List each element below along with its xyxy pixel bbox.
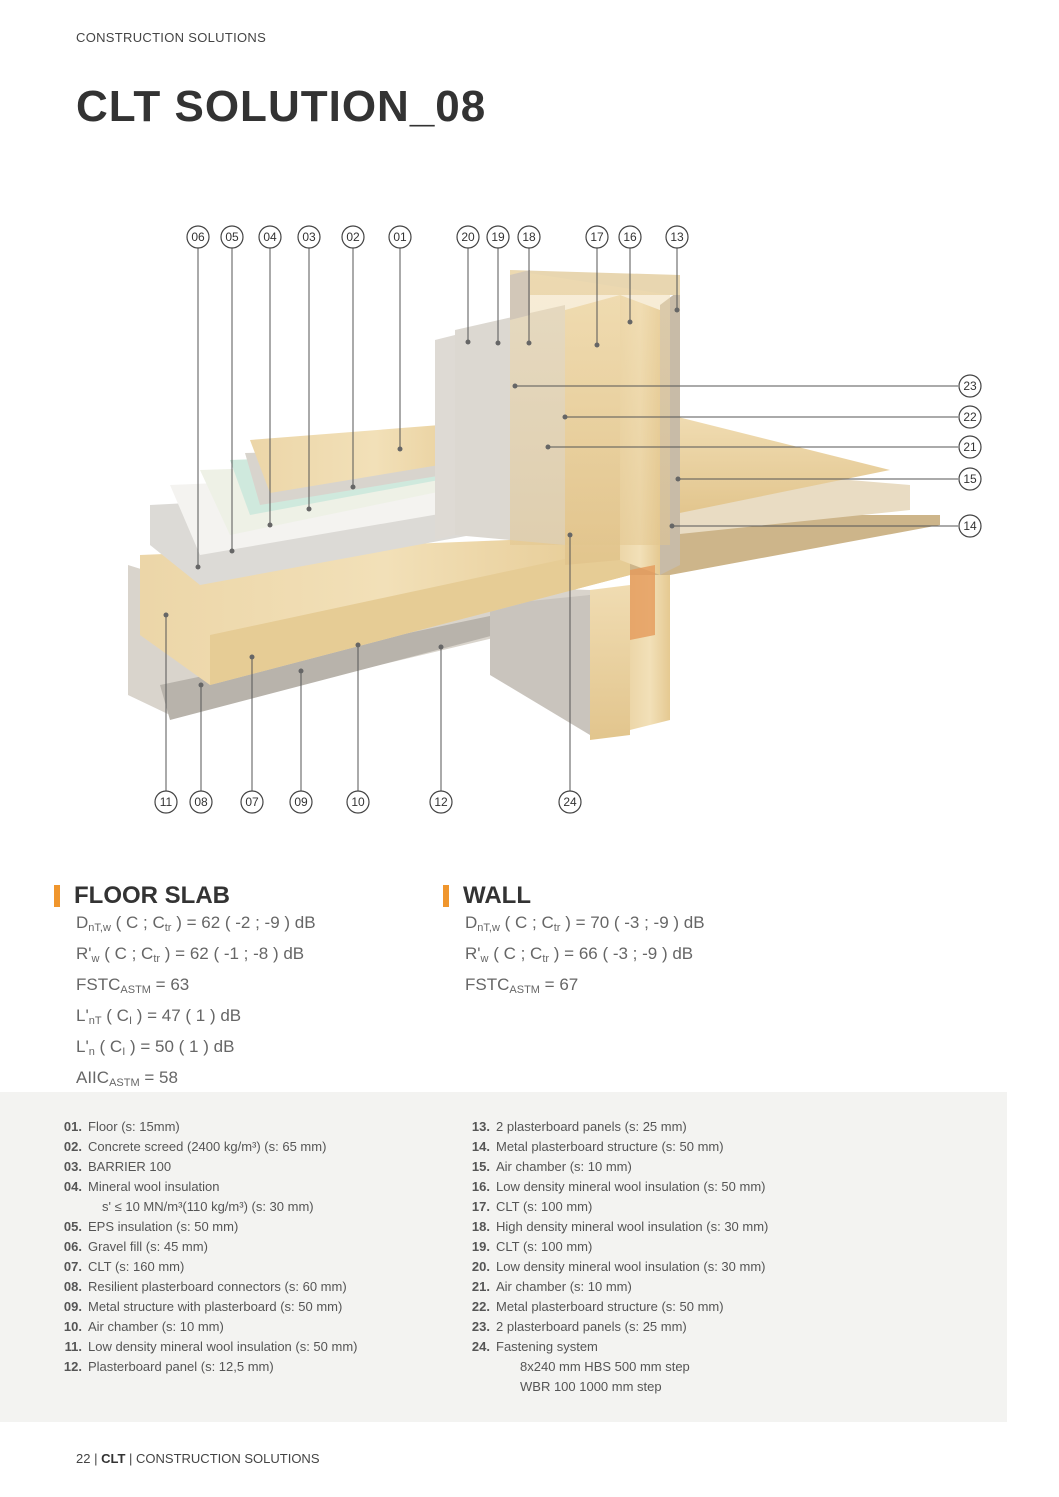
callout-17: 17 (590, 230, 604, 244)
wall-row (465, 910, 823, 941)
callout-08: 08 (194, 795, 208, 809)
floor-row-sub: nT,w (88, 922, 111, 934)
floor-row (76, 1034, 434, 1065)
legend-item (456, 1197, 856, 1217)
legend-item-number: 13. (471, 1119, 490, 1134)
legend-item (456, 1277, 856, 1297)
floor-row (76, 972, 434, 1003)
callout-07: 07 (245, 795, 259, 809)
floor-row-mid: = 63 (150, 975, 190, 994)
floor-row-pre: L' (76, 1037, 89, 1056)
legend-item-line: BARRIER 100 (88, 1159, 172, 1174)
legend-item-line: CLT (s: 100 mm) (496, 1239, 593, 1254)
legend-item-number: 11. (64, 1339, 82, 1354)
legend-item-line: CLT (s: 100 mm) (496, 1199, 593, 1214)
floor-row-pre: FSTC (76, 975, 121, 994)
legend-item-line: s' ≤ 10 MN/m³(110 kg/m³) (s: 30 mm) (102, 1199, 314, 1214)
running-header: CONSTRUCTION SOLUTIONS (76, 30, 267, 45)
legend-item-line: 2 plasterboard panels (s: 25 mm) (496, 1119, 687, 1134)
legend-item-line: Metal plasterboard structure (s: 50 mm) (496, 1299, 724, 1314)
callout-01: 01 (393, 230, 407, 244)
legend-item-number: 14. (471, 1139, 490, 1154)
legend-item-text (496, 1177, 856, 1197)
legend-item-text (496, 1337, 856, 1397)
legend-item-number: 12. (63, 1359, 82, 1374)
legend-item-number: 06. (63, 1239, 82, 1254)
legend-item (48, 1217, 438, 1237)
wall-row-mid: ( C ; C (499, 913, 554, 932)
wall-row-mid: = 67 (539, 975, 579, 994)
legend-right-column (456, 1117, 856, 1397)
floor-slab-section (54, 882, 434, 1096)
legend-item-text (88, 1237, 438, 1257)
legend-item-line: WBR 100 1000 mm step (520, 1379, 662, 1394)
legend-item-number: 05. (63, 1219, 82, 1234)
wall-row-pre: D (465, 913, 478, 932)
callout-16: 16 (623, 230, 637, 244)
legend-item-line: Air chamber (s: 10 mm) (496, 1279, 632, 1294)
floor-row-mid: ( C ; C (110, 913, 165, 932)
legend-item (456, 1257, 856, 1277)
floor-row-pre: R' (76, 944, 92, 963)
floor-row-mid: ( C (101, 1006, 129, 1025)
legend-item-number: 23. (471, 1319, 490, 1334)
legend-item-text (88, 1217, 438, 1237)
legend-item (456, 1177, 856, 1197)
floor-row-sub: ASTM (120, 984, 151, 996)
floor-slab-values (76, 910, 434, 1096)
wall-row-sub2: tr (542, 953, 550, 965)
legend-item-text (88, 1297, 438, 1317)
legend-item-number: 21. (471, 1279, 490, 1294)
wall-row-sub: ASTM (509, 984, 540, 996)
legend-item-line: Concrete screed (2400 kg/m³) (s: 65 mm) (88, 1139, 327, 1154)
legend-item-number: 09. (63, 1299, 82, 1314)
legend-item-line: Plasterboard panel (s: 12,5 mm) (88, 1359, 274, 1374)
legend-item-text (496, 1197, 856, 1217)
legend-item-number: 19. (471, 1239, 490, 1254)
callout-13: 13 (670, 230, 684, 244)
floor-row-mid: = 58 (139, 1068, 178, 1087)
callout-12: 12 (434, 795, 448, 809)
wall-title: WALL (463, 882, 531, 909)
legend-item-text (88, 1117, 438, 1137)
callout-02: 02 (346, 230, 360, 244)
legend-item-text (496, 1157, 856, 1177)
construction-diagram (110, 215, 1000, 825)
floor-row-post: ) = 62 ( -2 ; -9 ) dB (171, 913, 316, 932)
legend-item-line: Floor (s: 15mm) (88, 1119, 180, 1134)
floor-row-post: ) = 62 ( -1 ; -8 ) dB (160, 944, 305, 963)
wall-row-sub2: tr (553, 922, 561, 934)
legend-item (456, 1157, 856, 1177)
floor-row-sub: n (88, 1046, 95, 1058)
floor-row (76, 910, 434, 941)
legend-item-line: Low density mineral wool insulation (s: 50 mm) (88, 1339, 358, 1354)
wall-row-post: ) = 70 ( -3 ; -9 ) dB (560, 913, 705, 932)
legend-item-text (496, 1237, 856, 1257)
wall-row-post: ) = 66 ( -3 ; -9 ) dB (549, 944, 694, 963)
floor-row-mid: ( C ; C (99, 944, 154, 963)
callout-05: 05 (225, 230, 239, 244)
footer-section: CONSTRUCTION SOLUTIONS (136, 1451, 320, 1466)
legend-item-line: Gravel fill (s: 45 mm) (88, 1239, 208, 1254)
legend-item-text (88, 1277, 438, 1297)
legend-item-line: Low density mineral wool insulation (s: 50 mm) (496, 1179, 766, 1194)
callout-21: 21 (963, 440, 977, 454)
wall-row (465, 941, 823, 972)
page-number: 22 (76, 1451, 91, 1466)
callout-14: 14 (963, 519, 977, 533)
wall-row-sub: w (480, 953, 489, 965)
legend-item (48, 1357, 438, 1377)
legend-item-number: 01. (63, 1119, 82, 1134)
wall-row-pre: R' (465, 944, 481, 963)
legend-item (48, 1177, 438, 1217)
legend-item (456, 1237, 856, 1257)
legend-item-line: Low density mineral wool insulation (s: 30 mm) (496, 1259, 766, 1274)
legend-item (456, 1317, 856, 1337)
callout-18: 18 (522, 230, 536, 244)
legend-item-line: Air chamber (s: 10 mm) (88, 1319, 224, 1334)
legend-item-line: Metal plasterboard structure (s: 50 mm) (496, 1139, 724, 1154)
accent-bar (54, 885, 60, 907)
floor-row-sub2: I (122, 1046, 126, 1058)
floor-row-pre: D (76, 913, 89, 932)
callout-24: 24 (563, 795, 577, 809)
legend-item-text (88, 1157, 438, 1177)
legend-item (48, 1337, 438, 1357)
legend-item (456, 1117, 856, 1137)
legend-item (48, 1137, 438, 1157)
wall-row (465, 972, 823, 1003)
legend-item-line: Metal structure with plasterboard (s: 50 mm) (88, 1299, 343, 1314)
legend-item-text (88, 1337, 438, 1357)
legend-item (456, 1297, 856, 1317)
legend-item-text (88, 1177, 438, 1217)
legend-item-number: 04. (63, 1179, 82, 1194)
wall-row-pre: FSTC (465, 975, 510, 994)
callout-15: 15 (963, 472, 977, 486)
wall-row-sub: nT,w (477, 922, 500, 934)
callout-10: 10 (351, 795, 365, 809)
floor-row (76, 941, 434, 972)
floor-row-mid: ( C (94, 1037, 123, 1056)
legend-item (48, 1297, 438, 1317)
legend-item-text (496, 1257, 856, 1277)
floor-row-sub: w (91, 953, 100, 965)
callout-03: 03 (302, 230, 316, 244)
legend-item (48, 1157, 438, 1177)
page-footer: 22 | CLT | CONSTRUCTION SOLUTIONS (76, 1451, 320, 1466)
floor-row-post: ) = 47 ( 1 ) dB (132, 1006, 242, 1025)
floor-row-sub: ASTM (109, 1077, 140, 1089)
legend-item (48, 1257, 438, 1277)
legend-item-text (88, 1357, 438, 1377)
legend-item (48, 1237, 438, 1257)
floor-row-pre: L' (76, 1006, 89, 1025)
legend-item-text (496, 1277, 856, 1297)
wall-section (443, 882, 823, 1003)
legend-item-number: 02. (63, 1139, 82, 1154)
legend-item-number: 24. (471, 1339, 490, 1354)
legend-item-number: 20. (471, 1259, 490, 1274)
callout-11: 11 (159, 795, 173, 809)
page-title: CLT SOLUTION_08 (76, 82, 487, 131)
floor-slab-title: FLOOR SLAB (74, 882, 230, 909)
legend-item-number: 08. (63, 1279, 82, 1294)
floor-row-post: ) = 50 ( 1 ) dB (125, 1037, 235, 1056)
legend-item-number: 18. (471, 1219, 490, 1234)
legend-item (456, 1137, 856, 1157)
callout-19: 19 (491, 230, 505, 244)
legend-item-line: CLT (s: 160 mm) (88, 1259, 185, 1274)
floor-row-sub: nT (88, 1015, 102, 1027)
floor-row-sub2: tr (153, 953, 161, 965)
floor-slab-heading (54, 882, 434, 910)
wall-heading (443, 882, 823, 910)
legend-item-number: 22. (471, 1299, 490, 1314)
legend-item-number: 07. (63, 1259, 82, 1274)
callout-22: 22 (963, 410, 977, 424)
legend-item-line: High density mineral wool insulation (s: 30 mm) (496, 1219, 769, 1234)
callout-04: 04 (263, 230, 277, 244)
legend-item-line: EPS insulation (s: 50 mm) (88, 1219, 239, 1234)
legend-item-number: 15. (471, 1159, 490, 1174)
legend-item-text (88, 1137, 438, 1157)
legend-item-number: 03. (63, 1159, 82, 1174)
legend-item-text (496, 1297, 856, 1317)
footer-brand: CLT (101, 1451, 126, 1466)
legend-item (48, 1317, 438, 1337)
callout-06: 06 (191, 230, 205, 244)
legend-item-text (88, 1317, 438, 1337)
legend-item-text (88, 1257, 438, 1277)
floor-row-sub2: I (128, 1015, 132, 1027)
legend-item-line: Air chamber (s: 10 mm) (496, 1159, 632, 1174)
legend-item-line: Fastening system (496, 1339, 598, 1354)
legend-item-text (496, 1217, 856, 1237)
legend-item-line: 2 plasterboard panels (s: 25 mm) (496, 1319, 687, 1334)
legend-left-column (48, 1117, 438, 1377)
callout-09: 09 (294, 795, 308, 809)
legend-item-text (496, 1317, 856, 1337)
callout-23: 23 (963, 379, 977, 393)
wall-values (465, 910, 823, 1003)
legend-item (48, 1117, 438, 1137)
floor-row-sub2: tr (164, 922, 172, 934)
legend-item-text (496, 1117, 856, 1137)
legend-item (456, 1337, 856, 1397)
floor-row (76, 1003, 434, 1034)
legend-item-number: 10. (63, 1319, 82, 1334)
legend-item-number: 16. (471, 1179, 490, 1194)
wall-row-mid: ( C ; C (488, 944, 543, 963)
legend-item-line: Mineral wool insulation (88, 1179, 220, 1194)
legend-item-line: Resilient plasterboard connectors (s: 60 mm) (88, 1279, 347, 1294)
legend-item-text (496, 1137, 856, 1157)
legend-item (456, 1217, 856, 1237)
legend-item-number: 17. (471, 1199, 490, 1214)
callout-20: 20 (461, 230, 475, 244)
accent-bar (443, 885, 449, 907)
legend-item-line: 8x240 mm HBS 500 mm step (520, 1359, 690, 1374)
legend-item (48, 1277, 438, 1297)
floor-row-pre: AIIC (76, 1068, 110, 1087)
